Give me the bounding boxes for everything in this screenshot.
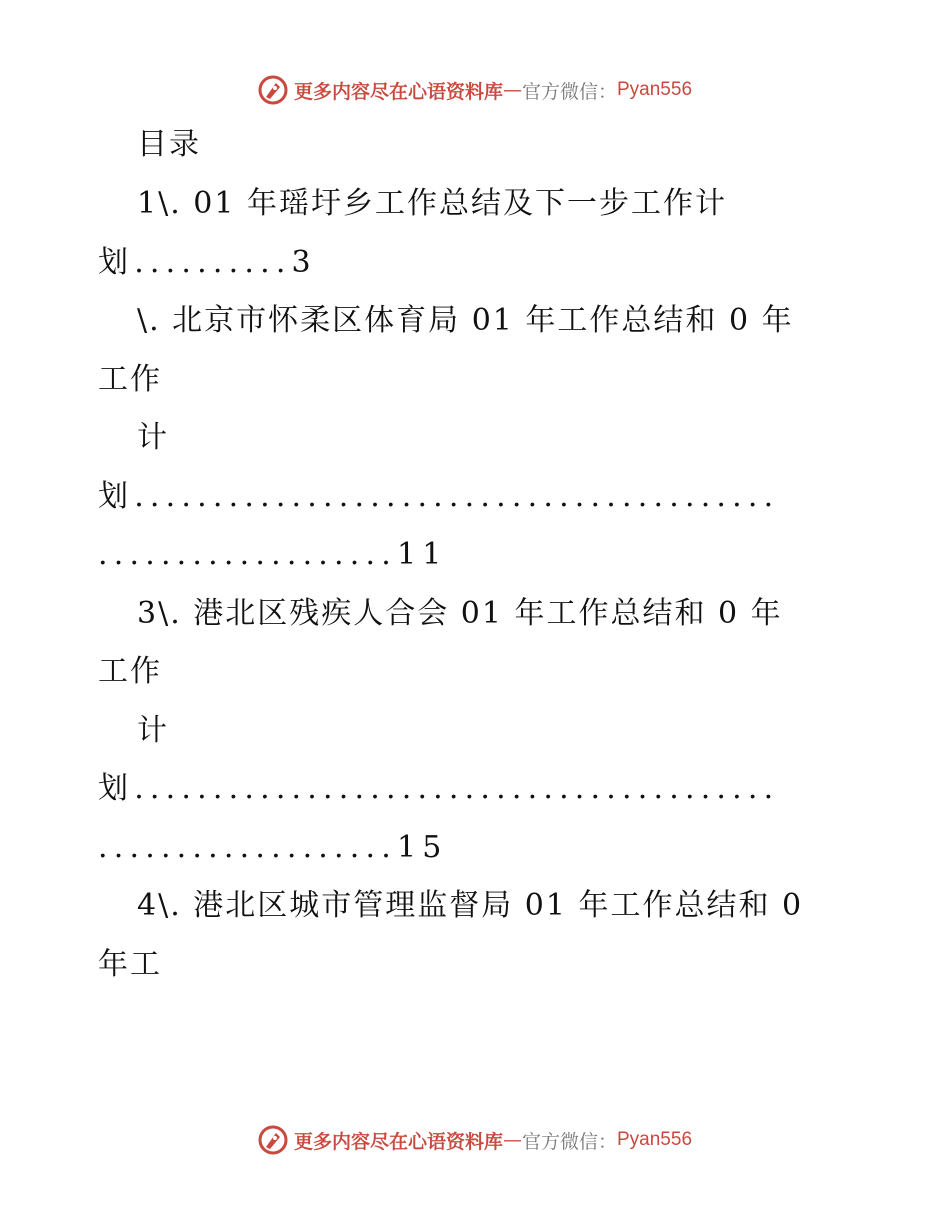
banner-wechat-id: Pyan556 [617, 79, 693, 100]
banner-wechat-id: Pyan556 [617, 1129, 693, 1150]
toc-entry-4-line-1: 4\. 港北区城市管理监督局 01 年工作总结和 0 [137, 888, 804, 923]
toc-entry-1-line-2: 划..........3 [98, 245, 317, 280]
toc-entry-2-line-3: 计 [137, 420, 169, 455]
banner-sub-text: 官方微信： [521, 1130, 617, 1153]
toc-entry-2-line-4: 划......................................... [98, 479, 780, 514]
toc-entry-2-line-1: \. 北京市怀柔区体育局 01 年工作总结和 0 年 [137, 303, 794, 338]
pen-nib-logo-icon [258, 75, 288, 105]
toc-entry-3-line-2: 工作 [98, 654, 162, 689]
toc-entry-2-line-2: 工作 [98, 362, 162, 397]
banner-main-text: 更多内容尽在心语资料库 [293, 1130, 503, 1153]
toc-entry-3-line-4: 划......................................... [98, 771, 780, 806]
toc-entry-1-line-1: 1\. 01 年瑶圩乡工作总结及下一步工作计 [137, 186, 727, 221]
pen-nib-logo-icon [258, 1125, 288, 1155]
toc-entry-4-line-2: 年工 [98, 947, 162, 982]
toc-entry-3-line-3: 计 [137, 713, 169, 748]
toc-entry-3-line-1: 3\. 港北区残疾人合会 01 年工作总结和 0 年 [137, 596, 783, 631]
toc-title: 目录 [137, 127, 201, 162]
footer-banner [0, 1122, 950, 1158]
banner-separator: — [502, 79, 522, 101]
banner-sub-text: 官方微信： [521, 80, 617, 103]
toc-entry-2-line-5: ...................11 [98, 537, 448, 572]
banner-separator: — [502, 1129, 522, 1151]
header-banner [0, 72, 950, 108]
toc-entry-3-line-5: ...................15 [98, 830, 448, 865]
banner-main-text: 更多内容尽在心语资料库 [293, 80, 503, 103]
